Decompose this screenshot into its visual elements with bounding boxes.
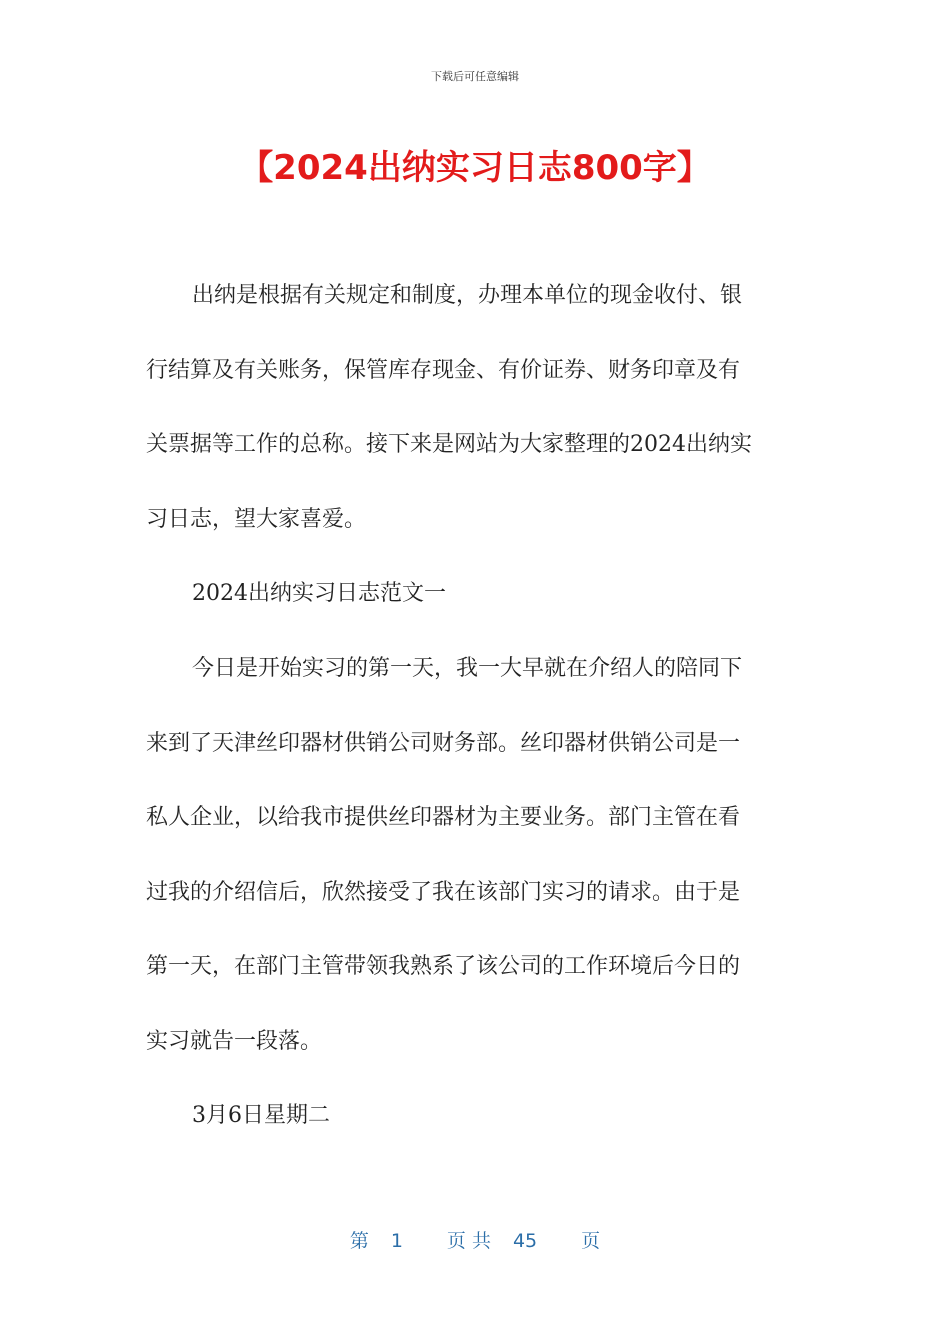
page-middle: 页 共	[446, 1230, 491, 1252]
text-line: 过我的介绍信后，欣然接受了我在该部门实习的请求。由于是	[146, 880, 741, 905]
text-line: 行结算及有关账务，保管库存现金、有价证券、财务印章及有	[146, 358, 741, 383]
page-indicator	[0, 1226, 950, 1253]
text-line: 2024出纳实习日志范文一	[192, 581, 446, 606]
total-pages-number: 45	[512, 1230, 538, 1252]
text-line: 私人企业，以给我市提供丝印器材为主要业务。部门主管在看	[146, 805, 741, 830]
document-title: 【2024出纳实习日志800字】	[239, 148, 711, 188]
text-line: 实习就告一段落。	[146, 1029, 323, 1054]
text-line: 关票据等工作的总称。接下来是网站为大家整理的2024出纳实	[146, 432, 752, 457]
text-line: 来到了天津丝印器材供销公司财务部。丝印器材供销公司是一	[146, 731, 741, 756]
text-line: 今日是开始实习的第一天，我一大早就在介绍人的陪同下	[192, 656, 743, 681]
header-note: 下载后可任意编辑	[431, 70, 519, 83]
text-line: 3月6日星期二	[192, 1103, 330, 1128]
current-page-number: 1	[390, 1230, 403, 1252]
text-line: 出纳是根据有关规定和制度，办理本单位的现金收付、银	[192, 283, 743, 308]
text-line: 习日志，望大家喜爱。	[146, 507, 367, 532]
page-prefix: 第	[349, 1230, 369, 1252]
text-line: 第一天，在部门主管带领我熟系了该公司的工作环境后今日的	[146, 954, 741, 979]
page-suffix: 页	[581, 1230, 601, 1252]
